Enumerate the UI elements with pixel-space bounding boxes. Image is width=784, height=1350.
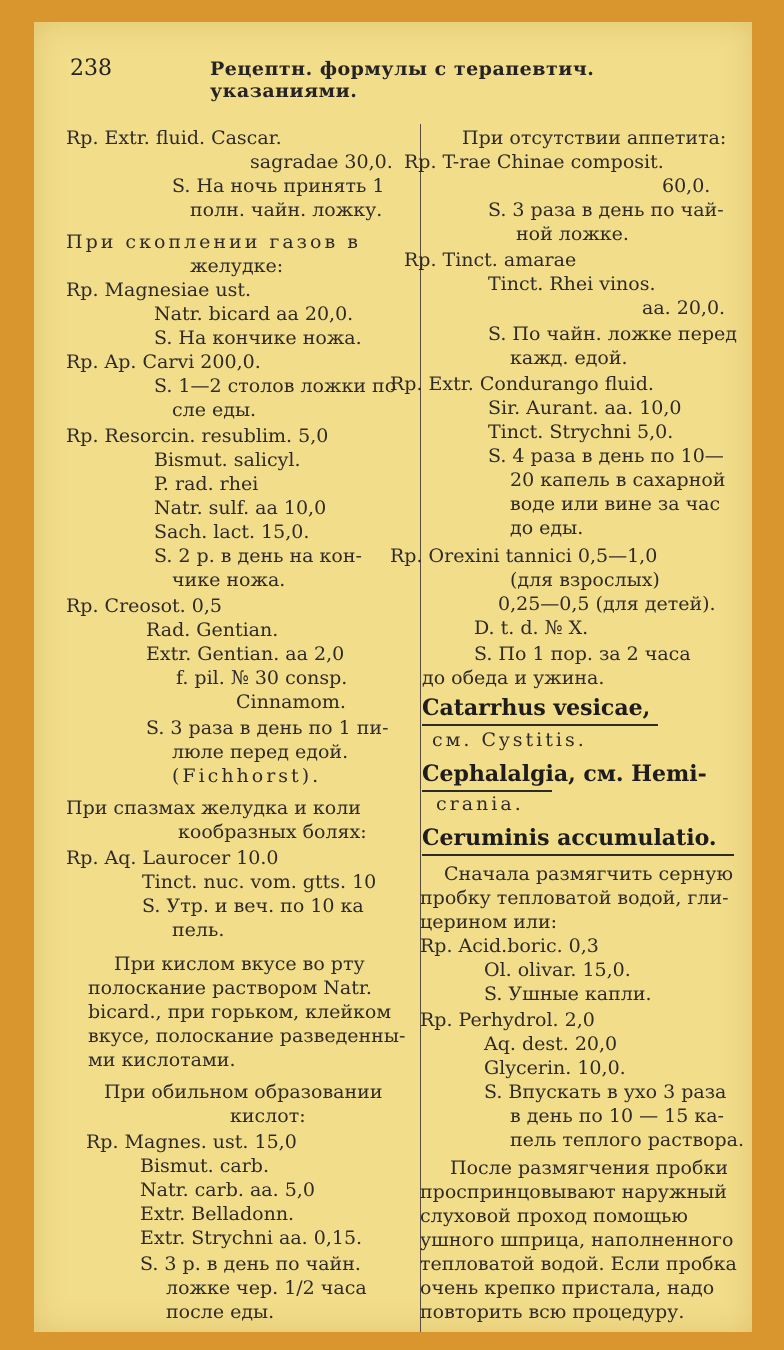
text-line: проспринцовывают наружный — [420, 1181, 727, 1203]
text-line: 0,25—0,5 (для детей). — [498, 593, 716, 615]
text-line: При кислом вкусе во рту — [114, 953, 365, 975]
text-line: (Fichhorst). — [172, 765, 322, 787]
text-line: кообразных болях: — [178, 821, 367, 843]
text-line: Bismut. salicyl. — [154, 449, 301, 471]
text-line: тепловатой водой. Если пробка — [420, 1253, 737, 1275]
running-title: Рецептн. формулы с терапевтич. указаниями. — [210, 58, 595, 102]
text-line: в день по 10 — 15 ка- — [510, 1105, 724, 1127]
text-line: Ol. olivar. 15,0. — [484, 959, 631, 981]
text-line: Rp. T-rae Chinae composit. — [404, 151, 664, 173]
text-line: люле перед едой. — [172, 741, 349, 763]
text-line: очень крепко пристала, надо — [420, 1277, 715, 1299]
text-line: до еды. — [510, 517, 584, 539]
text-line: Extr. Strychni aa. 0,15. — [140, 1227, 363, 1249]
text-line: S. 4 раза в день по 10— — [488, 445, 724, 467]
text-line: желудке: — [190, 255, 284, 277]
text-line: пробку тепловатой водой, гли- — [420, 887, 729, 909]
text-line: D. t. d. № X. — [474, 617, 589, 639]
page-header — [70, 56, 710, 102]
text-line: ложке чер. 1/2 часа — [166, 1277, 367, 1299]
text-line: вкусе, полоскание разведенны- — [88, 1025, 406, 1047]
text-line: Aq. dest. 20,0 — [484, 1033, 618, 1055]
text-line: Tinct. nuc. vom. gtts. 10 — [142, 871, 377, 893]
text-line: кажд. едой. — [510, 347, 628, 369]
text-line: ушного шприца, наполненного — [420, 1229, 734, 1251]
text-line: S. По 1 пор. за 2 часа — [474, 643, 691, 665]
text-line: Sir. Aurant. aa. 10,0 — [488, 397, 682, 419]
text-line: Rp. Creosot. 0,5 — [66, 595, 222, 617]
text-line: bicard., при горьком, клейком — [88, 1001, 392, 1023]
text-line: Rp. Extr. Condurango fluid. — [390, 373, 654, 395]
text-line: Natr. bicard aa 20,0. — [154, 303, 354, 325]
column-divider — [420, 124, 421, 1332]
book-page — [34, 22, 752, 1332]
text-line: f. pil. № 30 consp. — [176, 667, 348, 689]
text-line: Sach. lact. 15,0. — [154, 521, 310, 543]
text-line: S. На кончике ножа. — [154, 327, 362, 349]
heading-underline — [422, 854, 734, 856]
section-heading: При скоплении газов в — [66, 231, 361, 253]
text-line: После размягчения пробки — [450, 1157, 728, 1179]
text-line: Rad. Gentian. — [146, 619, 279, 641]
text-line: ми кислотами. — [88, 1049, 236, 1071]
text-line: S. На ночь принять 1 — [172, 175, 385, 197]
text-line: полоскание раствором Natr. — [88, 977, 372, 999]
section-heading: При отсутствии аппетита: — [462, 127, 727, 149]
text-line: Rp. Perhydrol. 2,0 — [420, 1009, 595, 1031]
heading-ceruminis-accumulatio: Ceruminis accumulatio. — [422, 825, 717, 851]
text-line: полн. чайн. ложку. — [190, 199, 383, 221]
text-line: aa. 20,0. — [642, 297, 726, 319]
text-line: Natr. carb. aa. 5,0 — [140, 1179, 315, 1201]
heading-underline — [422, 724, 658, 726]
text-line: S. 3 раза в день по чай- — [488, 199, 724, 221]
text-line: слуховой проход помощью — [420, 1205, 688, 1227]
text-line: Rp. Tinct. amarae — [404, 249, 577, 271]
text-line: Rp. Orexini tannici 0,5—1,0 — [390, 545, 658, 567]
text-line: Rp. Magnesiae ust. — [66, 279, 252, 301]
heading-cephalalgia: Cephalalgia, см. Hemi- — [422, 761, 707, 787]
text-line: воде или вине за час — [510, 493, 721, 515]
text-line: (для взрослых) — [510, 569, 660, 591]
text-line: sagradae 30,0. — [250, 151, 393, 173]
text-line: 20 капель в сахарной — [510, 469, 726, 491]
text-line: S. Впускать в ухо 3 раза — [484, 1081, 727, 1103]
text-line: S. 2 р. в день на кон- — [154, 545, 362, 567]
text-line: Rp. Aq. Laurocer 10.0 — [66, 847, 279, 869]
text-line: Rp. Ap. Carvi 200,0. — [66, 351, 261, 373]
text-line: Cinnamom. — [236, 691, 346, 713]
text-line: S. По чайн. ложке перед — [488, 323, 737, 345]
text-line: Extr. Gentian. aa 2,0 — [146, 643, 345, 665]
text-line: повторить всю процедуру. — [420, 1301, 685, 1323]
text-line: Glycerin. 10,0. — [484, 1057, 626, 1079]
text-line: Bismut. carb. — [140, 1155, 270, 1177]
text-line: Tinct. Strychni 5,0. — [488, 421, 674, 443]
text-line: Rp. Magnes. ust. 15,0 — [86, 1131, 297, 1153]
text-line: пель. — [172, 919, 225, 941]
text-line: Tinct. Rhei vinos. — [488, 273, 656, 295]
text-line: чике ножа. — [172, 569, 286, 591]
cross-reference: см. Cystitis. — [432, 729, 587, 751]
cross-reference: crania. — [436, 793, 524, 815]
text-line: Rp. Resorcin. resublim. 5,0 — [66, 425, 329, 447]
text-line: P. rad. rhei — [154, 473, 259, 495]
text-line: S. Утр. и веч. по 10 ка — [142, 895, 364, 917]
text-line: S. Ушные капли. — [484, 983, 652, 1005]
text-line: Rp. Extr. fluid. Cascar. — [66, 127, 282, 149]
section-heading: При спазмах желудка и коли — [66, 797, 361, 819]
text-line: кислот: — [230, 1105, 306, 1127]
text-line: Rp. Acid.boric. 0,3 — [420, 935, 599, 957]
text-line: после еды. — [166, 1301, 275, 1323]
text-line: Natr. sulf. aa 10,0 — [154, 497, 327, 519]
text-line: 60,0. — [662, 175, 711, 197]
text-line: S. 3 р. в день по чайн. — [140, 1253, 361, 1275]
heading-catarrhus-vesicae: Catarrhus vesicae, — [422, 695, 651, 721]
text-line: до обеда и ужина. — [422, 667, 605, 689]
text-line: ной ложке. — [516, 223, 629, 245]
text-line: церином или: — [420, 911, 558, 933]
text-line: Сначала размягчить серную — [444, 863, 733, 885]
text-line: Extr. Belladonn. — [140, 1203, 295, 1225]
section-heading: При обильном образовании — [104, 1081, 383, 1103]
text-line: сле еды. — [172, 399, 257, 421]
text-line: S. 1—2 столов ложки по — [154, 375, 397, 397]
text-line: S. 3 раза в день по 1 пи- — [146, 717, 389, 739]
text-line: пель теплого раствора. — [510, 1129, 745, 1151]
page-number: 238 — [70, 56, 112, 81]
